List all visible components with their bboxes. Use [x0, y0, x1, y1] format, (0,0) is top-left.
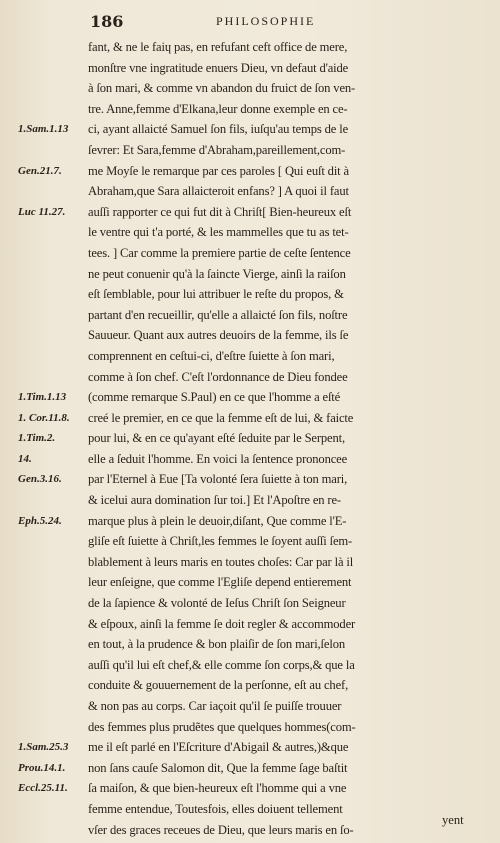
text-line	[0, 820, 500, 841]
text-line	[0, 202, 500, 223]
line-text: tees. ] Car comme la premiere partie de ceſte ſentence	[88, 245, 351, 260]
margin-reference: 1.Sam.25.3	[18, 741, 69, 754]
text-line	[0, 717, 500, 738]
line-text: auſſi qu'il lui eſt chef,& elle comme ſon corps,& que la	[88, 657, 355, 672]
margin-reference: Prou.14.1.	[18, 761, 66, 774]
text-line	[0, 305, 500, 326]
line-text: vſer des graces receues de Dieu, que leurs maris en ſo-	[88, 822, 354, 837]
text-line	[0, 675, 500, 696]
margin-reference: Eccl.25.11.	[18, 782, 68, 795]
line-text: (comme remarque S.Paul) en ce que l'homme a eſté	[88, 390, 341, 405]
line-text: Abraham,que Sara allaicteroit enfans? ] A quoi il faut	[88, 184, 349, 199]
line-text: en tout, à la prudence & bon plaiſir de ſon mari,ſelon	[88, 637, 345, 652]
text-line	[0, 264, 500, 285]
text-block	[0, 37, 500, 840]
line-text: comme à ſon chef. C'eſt l'ordonnance de Dieu fondee	[88, 369, 348, 384]
text-line	[0, 325, 500, 346]
text-line	[0, 78, 500, 99]
line-text: des femmes plus prudẽtes que quelques hommes(com-	[88, 719, 356, 734]
line-text: leur enſeigne, que comme l'Egliſe depend entierement	[88, 575, 352, 590]
running-head: PHILOSOPHIE	[216, 14, 316, 28]
margin-reference: 1.Tim.1.13	[18, 391, 67, 404]
margin-reference: 1.Sam.1.13	[18, 123, 69, 136]
text-line	[0, 408, 500, 429]
text-line	[0, 161, 500, 182]
text-line	[0, 737, 500, 758]
line-text: le ventre qui t'a porté, & les mammelles que tu as tet-	[88, 225, 349, 240]
line-text: tre. Anne,femme d'Elkana,leur donne exemple en ce-	[88, 101, 348, 116]
text-line	[0, 511, 500, 532]
text-line	[0, 284, 500, 305]
line-text: ci, ayant allaicté Samuel ſon fils, iuſqu'au temps de le	[88, 122, 349, 137]
line-text: me il eſt parlé en l'Eſcriture d'Abigail & autres,)&que	[88, 740, 349, 755]
line-text: blablement à leurs maris en toutes choſes: Car par là il	[88, 554, 354, 569]
line-text: ſa maiſon, & que bien-heureux eſt l'homme qui a vne	[88, 781, 347, 796]
text-line	[0, 696, 500, 717]
margin-reference: Eph.5.24.	[18, 514, 62, 527]
line-text: & non pas au corps. Car iaçoit qu'il ſe puiſſe trouuer	[88, 699, 342, 713]
margin-reference: Gen.3.16.	[18, 473, 62, 486]
margin-reference: 14.	[18, 452, 32, 465]
line-text: pour lui, & en ce qu'ayant eſté ſeduite par le Serpent,	[88, 431, 345, 446]
text-line	[0, 367, 500, 388]
line-text: partant d'en recueillir, qu'elle a allaicté ſon fils, noſtre	[88, 307, 348, 322]
text-line	[0, 222, 500, 243]
text-line	[0, 243, 500, 264]
margin-reference: 1.Tim.2.	[18, 432, 56, 445]
line-text: elle a ſeduit l'homme. En voici la ſentence prononcee	[88, 451, 348, 466]
line-text: marque plus à plein le deuoir,diſant, Que comme l'E-	[88, 513, 347, 528]
line-text: gliſe eſt ſuiette à Chriſt,les femmes le ſoyent auſſi ſem-	[88, 534, 353, 549]
line-text: eſt ſemblable, pour lui attribuer le reſte du propos, &	[88, 287, 344, 302]
text-line	[0, 469, 500, 490]
text-line	[0, 140, 500, 161]
line-text: creé le premier, en ce que la femme eſt de lui, & faicte	[88, 410, 354, 425]
margin-reference: Gen.21.7.	[18, 164, 62, 177]
line-text: comprennent en ceſtui-ci, d'eſtre ſuiette à ſon mari,	[88, 348, 335, 363]
line-text: femme entendue, Toutesfois, elles doiuent tellement	[88, 801, 343, 816]
line-text: de la ſapience & volonté de Ieſus Chriſt ſon Seigneur	[88, 596, 346, 611]
line-text: par l'Eternel à Eue [Ta volonté ſera ſuiette à ton mari,	[88, 472, 348, 487]
text-line	[0, 655, 500, 676]
text-line	[0, 614, 500, 635]
text-line	[0, 181, 500, 202]
line-text: & eſpoux, ainſi la femme ſe doit regler & accommoder	[88, 616, 356, 631]
text-line	[0, 387, 500, 408]
line-text: & icelui aura domination ſur toi.] Et l'Apoſtre en re-	[88, 493, 341, 508]
line-text: auſſi rapporter ce qui fut dit à Chriſt[ Bien-heureux eſt	[88, 204, 352, 219]
text-line	[0, 552, 500, 573]
text-line	[0, 58, 500, 79]
margin-reference: 1. Cor.11.8.	[18, 411, 70, 424]
line-text: ſevrer: Et Sara,femme d'Abraham,pareillement,com-	[88, 142, 346, 157]
text-line	[0, 572, 500, 593]
text-line	[0, 449, 500, 470]
text-line	[0, 99, 500, 120]
line-text: conduite & gouuernement de la perſonne, eſt au chef,	[88, 678, 349, 693]
catchword: yent	[442, 813, 464, 827]
line-text: non ſans cauſe Salomon dit, Que la femme ſage baſtit	[88, 760, 348, 775]
line-text: ne peut conuenir qu'à la ſaincte Vierge, ainſi la raiſon	[88, 266, 346, 281]
text-line	[0, 799, 500, 820]
text-line	[0, 346, 500, 367]
text-line	[0, 37, 500, 58]
text-line	[0, 428, 500, 449]
text-line	[0, 778, 500, 799]
line-text: fant, & ne le faiɥ pas, en refufant ceft office de mere,	[88, 40, 348, 54]
line-text: à ſon mari, & comme vn abandon du fruict de ſon ven-	[88, 81, 356, 96]
line-text: Sauueur. Quant aux autres deuoirs de la femme, ils ſe	[88, 328, 349, 343]
text-line	[0, 119, 500, 140]
text-line	[0, 758, 500, 779]
text-line	[0, 593, 500, 614]
text-line	[0, 490, 500, 511]
text-line	[0, 531, 500, 552]
text-line	[0, 634, 500, 655]
line-text: me Moyſe le remarque par ces paroles [ Qui euſt dit à	[88, 163, 349, 178]
margin-reference: Luc 11.27.	[18, 205, 66, 218]
line-text: monſtre vne ingratitude enuers Dieu, vn defaut d'aide	[88, 60, 349, 75]
page-number: 186	[90, 12, 124, 31]
page-header	[0, 12, 500, 36]
